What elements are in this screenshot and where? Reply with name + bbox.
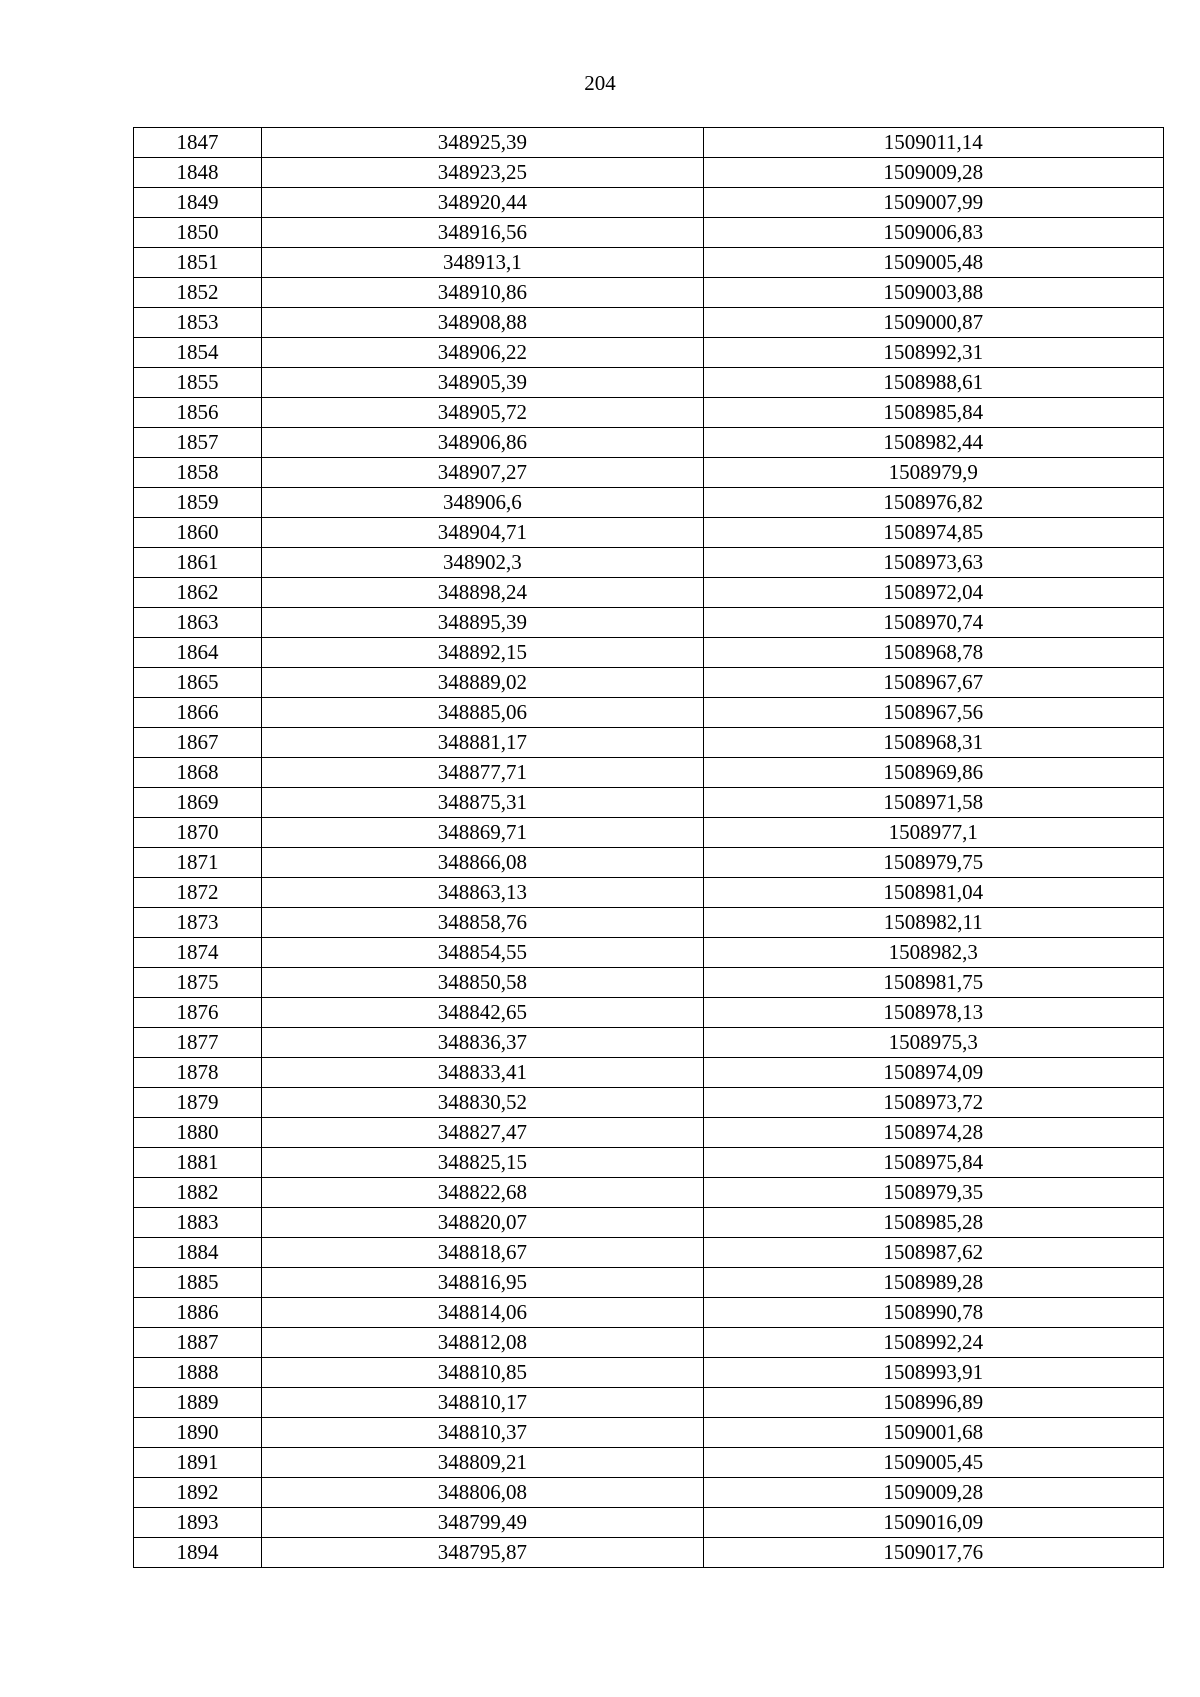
point-number-cell: 1890 <box>134 1418 262 1448</box>
table-row <box>134 428 1164 458</box>
x-coordinate-cell: 348854,55 <box>262 938 703 968</box>
coordinates-table <box>133 127 1164 1568</box>
point-number-cell: 1850 <box>134 218 262 248</box>
table-row <box>134 488 1164 518</box>
table-body <box>134 128 1164 1568</box>
table-row <box>134 218 1164 248</box>
table-row <box>134 578 1164 608</box>
table-row <box>134 998 1164 1028</box>
table-row <box>134 1088 1164 1118</box>
y-coordinate-cell: 1508981,04 <box>703 878 1163 908</box>
point-number-cell: 1854 <box>134 338 262 368</box>
x-coordinate-cell: 348910,86 <box>262 278 703 308</box>
x-coordinate-cell: 348816,95 <box>262 1268 703 1298</box>
x-coordinate-cell: 348877,71 <box>262 758 703 788</box>
y-coordinate-cell: 1509009,28 <box>703 1478 1163 1508</box>
point-number-cell: 1858 <box>134 458 262 488</box>
y-coordinate-cell: 1508978,13 <box>703 998 1163 1028</box>
table-row <box>134 1148 1164 1178</box>
point-number-cell: 1872 <box>134 878 262 908</box>
point-number-cell: 1879 <box>134 1088 262 1118</box>
x-coordinate-cell: 348869,71 <box>262 818 703 848</box>
x-coordinate-cell: 348889,02 <box>262 668 703 698</box>
y-coordinate-cell: 1508979,75 <box>703 848 1163 878</box>
point-number-cell: 1859 <box>134 488 262 518</box>
point-number-cell: 1847 <box>134 128 262 158</box>
y-coordinate-cell: 1509000,87 <box>703 308 1163 338</box>
point-number-cell: 1878 <box>134 1058 262 1088</box>
x-coordinate-cell: 348902,3 <box>262 548 703 578</box>
point-number-cell: 1870 <box>134 818 262 848</box>
x-coordinate-cell: 348827,47 <box>262 1118 703 1148</box>
x-coordinate-cell: 348810,17 <box>262 1388 703 1418</box>
point-number-cell: 1873 <box>134 908 262 938</box>
point-number-cell: 1875 <box>134 968 262 998</box>
table-row <box>134 548 1164 578</box>
x-coordinate-cell: 348809,21 <box>262 1448 703 1478</box>
table-row <box>134 698 1164 728</box>
x-coordinate-cell: 348906,6 <box>262 488 703 518</box>
y-coordinate-cell: 1509001,68 <box>703 1418 1163 1448</box>
point-number-cell: 1882 <box>134 1178 262 1208</box>
point-number-cell: 1863 <box>134 608 262 638</box>
table-row <box>134 638 1164 668</box>
point-number-cell: 1885 <box>134 1268 262 1298</box>
x-coordinate-cell: 348908,88 <box>262 308 703 338</box>
y-coordinate-cell: 1508979,35 <box>703 1178 1163 1208</box>
y-coordinate-cell: 1508974,09 <box>703 1058 1163 1088</box>
point-number-cell: 1865 <box>134 668 262 698</box>
y-coordinate-cell: 1508969,86 <box>703 758 1163 788</box>
point-number-cell: 1891 <box>134 1448 262 1478</box>
y-coordinate-cell: 1509005,48 <box>703 248 1163 278</box>
point-number-cell: 1884 <box>134 1238 262 1268</box>
x-coordinate-cell: 348806,08 <box>262 1478 703 1508</box>
x-coordinate-cell: 348906,22 <box>262 338 703 368</box>
point-number-cell: 1867 <box>134 728 262 758</box>
y-coordinate-cell: 1508988,61 <box>703 368 1163 398</box>
table-row <box>134 518 1164 548</box>
y-coordinate-cell: 1509017,76 <box>703 1538 1163 1568</box>
y-coordinate-cell: 1508982,3 <box>703 938 1163 968</box>
y-coordinate-cell: 1508967,56 <box>703 698 1163 728</box>
table-row <box>134 248 1164 278</box>
x-coordinate-cell: 348858,76 <box>262 908 703 938</box>
x-coordinate-cell: 348881,17 <box>262 728 703 758</box>
table-row <box>134 1178 1164 1208</box>
point-number-cell: 1889 <box>134 1388 262 1418</box>
point-number-cell: 1860 <box>134 518 262 548</box>
y-coordinate-cell: 1508989,28 <box>703 1268 1163 1298</box>
point-number-cell: 1893 <box>134 1508 262 1538</box>
x-coordinate-cell: 348822,68 <box>262 1178 703 1208</box>
x-coordinate-cell: 348842,65 <box>262 998 703 1028</box>
point-number-cell: 1877 <box>134 1028 262 1058</box>
y-coordinate-cell: 1508974,85 <box>703 518 1163 548</box>
table-row <box>134 338 1164 368</box>
y-coordinate-cell: 1508992,24 <box>703 1328 1163 1358</box>
table-row <box>134 1478 1164 1508</box>
x-coordinate-cell: 348833,41 <box>262 1058 703 1088</box>
point-number-cell: 1852 <box>134 278 262 308</box>
x-coordinate-cell: 348923,25 <box>262 158 703 188</box>
point-number-cell: 1848 <box>134 158 262 188</box>
page-number: 204 <box>584 71 616 95</box>
x-coordinate-cell: 348830,52 <box>262 1088 703 1118</box>
x-coordinate-cell: 348810,85 <box>262 1358 703 1388</box>
x-coordinate-cell: 348812,08 <box>262 1328 703 1358</box>
point-number-cell: 1855 <box>134 368 262 398</box>
y-coordinate-cell: 1509007,99 <box>703 188 1163 218</box>
y-coordinate-cell: 1508982,44 <box>703 428 1163 458</box>
point-number-cell: 1871 <box>134 848 262 878</box>
y-coordinate-cell: 1508974,28 <box>703 1118 1163 1148</box>
point-number-cell: 1862 <box>134 578 262 608</box>
x-coordinate-cell: 348885,06 <box>262 698 703 728</box>
table-row <box>134 668 1164 698</box>
table-row <box>134 1388 1164 1418</box>
point-number-cell: 1874 <box>134 938 262 968</box>
x-coordinate-cell: 348825,15 <box>262 1148 703 1178</box>
point-number-cell: 1849 <box>134 188 262 218</box>
point-number-cell: 1861 <box>134 548 262 578</box>
y-coordinate-cell: 1508985,84 <box>703 398 1163 428</box>
table-row <box>134 1028 1164 1058</box>
x-coordinate-cell: 348905,72 <box>262 398 703 428</box>
x-coordinate-cell: 348904,71 <box>262 518 703 548</box>
x-coordinate-cell: 348863,13 <box>262 878 703 908</box>
table-row <box>134 968 1164 998</box>
y-coordinate-cell: 1508973,63 <box>703 548 1163 578</box>
point-number-cell: 1869 <box>134 788 262 818</box>
y-coordinate-cell: 1509016,09 <box>703 1508 1163 1538</box>
point-number-cell: 1866 <box>134 698 262 728</box>
point-number-cell: 1853 <box>134 308 262 338</box>
y-coordinate-cell: 1508971,58 <box>703 788 1163 818</box>
y-coordinate-cell: 1508975,3 <box>703 1028 1163 1058</box>
point-number-cell: 1851 <box>134 248 262 278</box>
x-coordinate-cell: 348906,86 <box>262 428 703 458</box>
y-coordinate-cell: 1508970,74 <box>703 608 1163 638</box>
y-coordinate-cell: 1508976,82 <box>703 488 1163 518</box>
y-coordinate-cell: 1508992,31 <box>703 338 1163 368</box>
y-coordinate-cell: 1509009,28 <box>703 158 1163 188</box>
x-coordinate-cell: 348898,24 <box>262 578 703 608</box>
x-coordinate-cell: 348850,58 <box>262 968 703 998</box>
x-coordinate-cell: 348907,27 <box>262 458 703 488</box>
x-coordinate-cell: 348866,08 <box>262 848 703 878</box>
y-coordinate-cell: 1508990,78 <box>703 1298 1163 1328</box>
table-row <box>134 608 1164 638</box>
table-row <box>134 1208 1164 1238</box>
point-number-cell: 1876 <box>134 998 262 1028</box>
y-coordinate-cell: 1509011,14 <box>703 128 1163 158</box>
table-row <box>134 1418 1164 1448</box>
point-number-cell: 1886 <box>134 1298 262 1328</box>
y-coordinate-cell: 1508977,1 <box>703 818 1163 848</box>
point-number-cell: 1881 <box>134 1148 262 1178</box>
table-row <box>134 458 1164 488</box>
y-coordinate-cell: 1508972,04 <box>703 578 1163 608</box>
x-coordinate-cell: 348920,44 <box>262 188 703 218</box>
y-coordinate-cell: 1508987,62 <box>703 1238 1163 1268</box>
x-coordinate-cell: 348913,1 <box>262 248 703 278</box>
x-coordinate-cell: 348895,39 <box>262 608 703 638</box>
y-coordinate-cell: 1508985,28 <box>703 1208 1163 1238</box>
point-number-cell: 1857 <box>134 428 262 458</box>
point-number-cell: 1894 <box>134 1538 262 1568</box>
table-row <box>134 278 1164 308</box>
table-row <box>134 878 1164 908</box>
y-coordinate-cell: 1508981,75 <box>703 968 1163 998</box>
x-coordinate-cell: 348905,39 <box>262 368 703 398</box>
y-coordinate-cell: 1508979,9 <box>703 458 1163 488</box>
x-coordinate-cell: 348925,39 <box>262 128 703 158</box>
table-row <box>134 908 1164 938</box>
table-row <box>134 1448 1164 1478</box>
table-row <box>134 1538 1164 1568</box>
point-number-cell: 1883 <box>134 1208 262 1238</box>
x-coordinate-cell: 348836,37 <box>262 1028 703 1058</box>
table-row <box>134 758 1164 788</box>
point-number-cell: 1880 <box>134 1118 262 1148</box>
table-row <box>134 128 1164 158</box>
x-coordinate-cell: 348820,07 <box>262 1208 703 1238</box>
table-row <box>134 728 1164 758</box>
table-row <box>134 1268 1164 1298</box>
table-row <box>134 788 1164 818</box>
y-coordinate-cell: 1508967,67 <box>703 668 1163 698</box>
table-row <box>134 1508 1164 1538</box>
y-coordinate-cell: 1508968,31 <box>703 728 1163 758</box>
y-coordinate-cell: 1509005,45 <box>703 1448 1163 1478</box>
point-number-cell: 1864 <box>134 638 262 668</box>
point-number-cell: 1892 <box>134 1478 262 1508</box>
x-coordinate-cell: 348916,56 <box>262 218 703 248</box>
table-row <box>134 158 1164 188</box>
point-number-cell: 1887 <box>134 1328 262 1358</box>
point-number-cell: 1868 <box>134 758 262 788</box>
y-coordinate-cell: 1508996,89 <box>703 1388 1163 1418</box>
table-row <box>134 1298 1164 1328</box>
y-coordinate-cell: 1508993,91 <box>703 1358 1163 1388</box>
y-coordinate-cell: 1509006,83 <box>703 218 1163 248</box>
x-coordinate-cell: 348875,31 <box>262 788 703 818</box>
x-coordinate-cell: 348892,15 <box>262 638 703 668</box>
table-row <box>134 398 1164 428</box>
table-row <box>134 848 1164 878</box>
y-coordinate-cell: 1508982,11 <box>703 908 1163 938</box>
y-coordinate-cell: 1508968,78 <box>703 638 1163 668</box>
table-row <box>134 188 1164 218</box>
table-row <box>134 938 1164 968</box>
table-row <box>134 1238 1164 1268</box>
table-row <box>134 818 1164 848</box>
table-row <box>134 1118 1164 1148</box>
y-coordinate-cell: 1509003,88 <box>703 278 1163 308</box>
x-coordinate-cell: 348818,67 <box>262 1238 703 1268</box>
x-coordinate-cell: 348814,06 <box>262 1298 703 1328</box>
y-coordinate-cell: 1508973,72 <box>703 1088 1163 1118</box>
x-coordinate-cell: 348810,37 <box>262 1418 703 1448</box>
x-coordinate-cell: 348799,49 <box>262 1508 703 1538</box>
table-row <box>134 1358 1164 1388</box>
table-row <box>134 1058 1164 1088</box>
point-number-cell: 1856 <box>134 398 262 428</box>
x-coordinate-cell: 348795,87 <box>262 1538 703 1568</box>
table-row <box>134 368 1164 398</box>
table-row <box>134 1328 1164 1358</box>
table-row <box>134 308 1164 338</box>
point-number-cell: 1888 <box>134 1358 262 1388</box>
y-coordinate-cell: 1508975,84 <box>703 1148 1163 1178</box>
